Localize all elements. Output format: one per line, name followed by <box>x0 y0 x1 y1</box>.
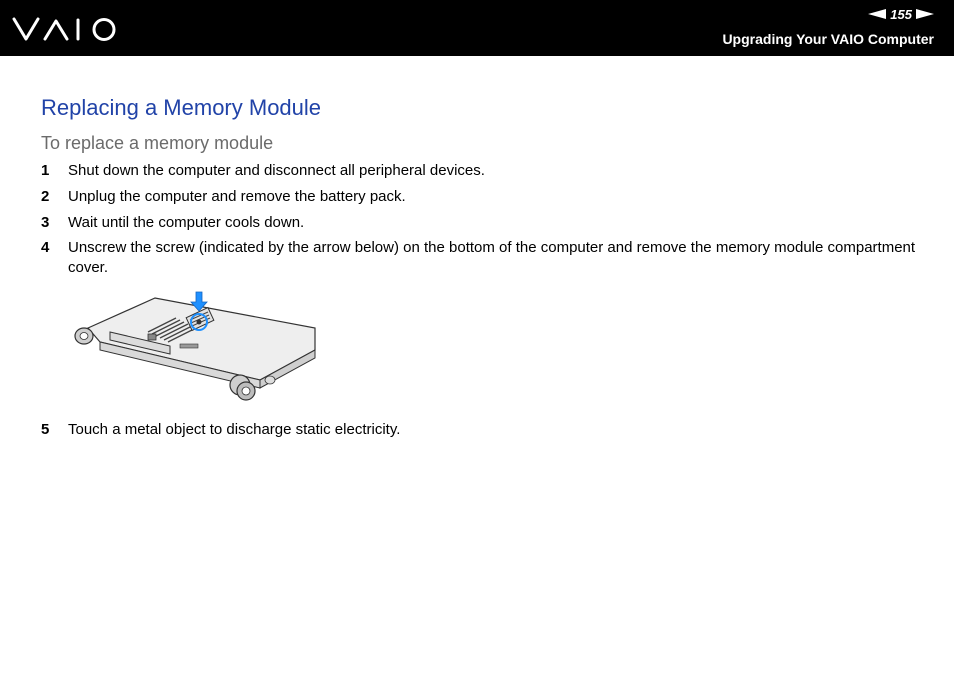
procedure-subtitle: To replace a memory module <box>41 133 274 153</box>
page-header <box>0 0 954 56</box>
list-item <box>41 420 921 440</box>
section-title: Upgrading Your VAIO Computer <box>722 31 934 47</box>
list-item <box>41 213 921 233</box>
step-number: 3 <box>41 214 50 231</box>
page-title: Replacing a Memory Module <box>41 95 322 120</box>
step-text: Unscrew the screw (indicated by the arrow below) on the bottom of the computer and remove the memory module compartment cover. <box>68 239 916 276</box>
triangle-left-icon[interactable] <box>868 7 886 22</box>
laptop-bottom-illustration <box>70 290 330 408</box>
step-number: 4 <box>41 239 50 256</box>
vaio-logo <box>12 15 122 43</box>
step-number: 5 <box>41 421 50 438</box>
list-item <box>41 187 921 207</box>
step-text: Wait until the computer cools down. <box>68 214 305 231</box>
step-text: Touch a metal object to discharge static electricity. <box>68 421 401 438</box>
page-number: 155 <box>890 7 912 22</box>
triangle-right-icon[interactable] <box>916 7 934 22</box>
list-item <box>41 238 921 278</box>
step-text: Unplug the computer and remove the battery pack. <box>68 188 406 205</box>
step-number: 1 <box>41 162 50 179</box>
step-text: Shut down the computer and disconnect all peripheral devices. <box>68 162 485 179</box>
page-navigator <box>868 7 934 22</box>
step-number: 2 <box>41 188 50 205</box>
list-item <box>41 161 921 181</box>
